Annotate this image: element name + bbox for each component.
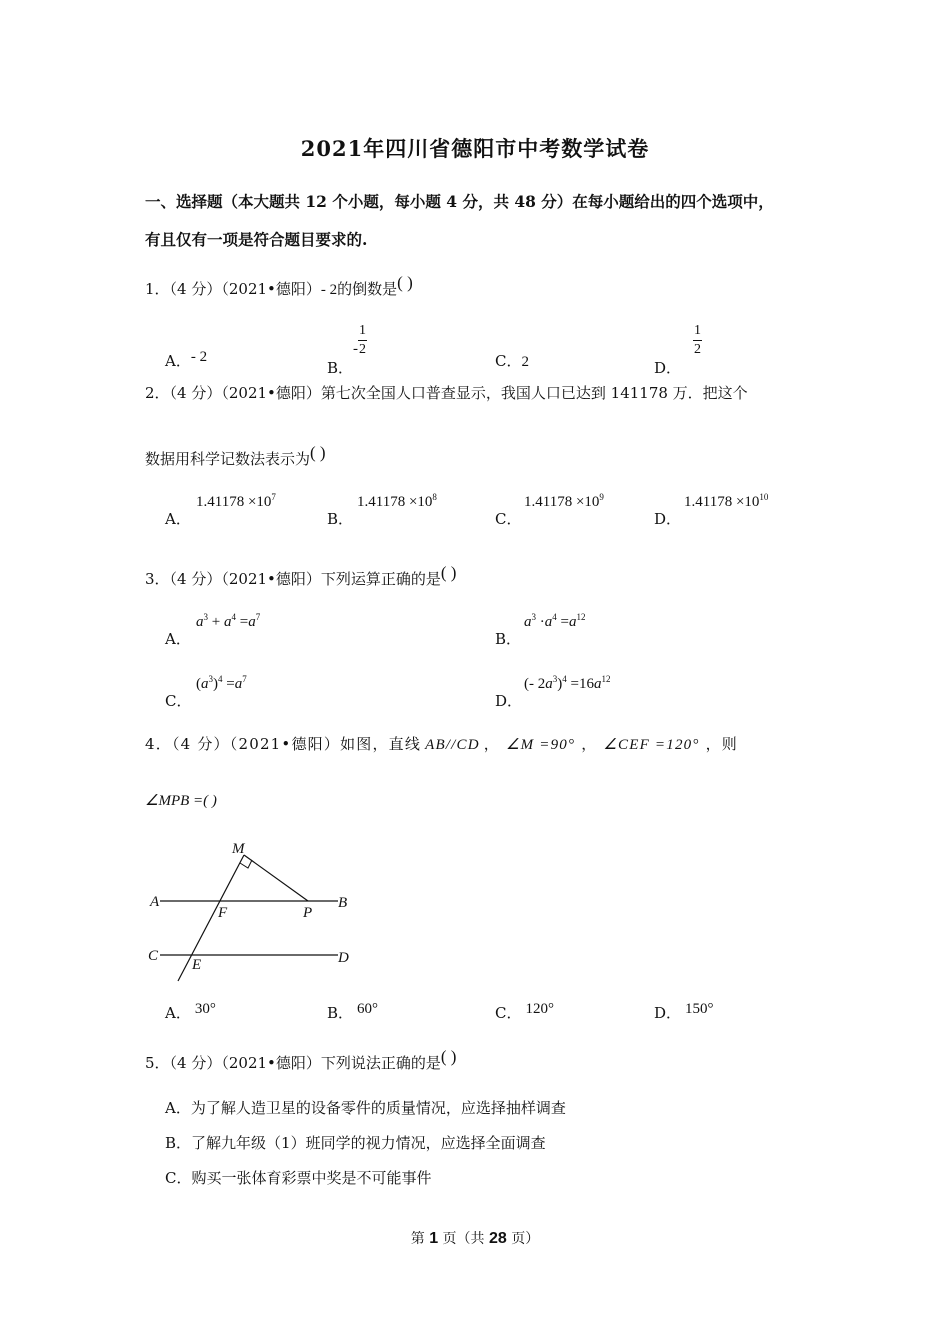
q1-option-d-numerator: 1 (694, 323, 702, 338)
question-4-line2: ∠MPB =( ) (145, 793, 217, 809)
label-e: E (192, 957, 202, 973)
q1-stem-text: 1．（4 分）（2021•德阳） (145, 280, 321, 298)
q1-option-c-value: 2 (521, 354, 529, 370)
q2-option-a-value (196, 492, 276, 511)
q1-option-d[interactable] (654, 322, 702, 377)
label-p: P (303, 905, 313, 921)
q1-option-b[interactable] (327, 322, 367, 377)
question-5-stem (145, 1047, 457, 1073)
q4-stem-text: 4．（4 分）（2021•德阳）如图，直线 (145, 735, 422, 753)
q4-geometry-figure (140, 835, 370, 990)
q4-option-c-label: C． (495, 1004, 522, 1022)
q3-option-a-label[interactable]: A． (165, 630, 191, 648)
line-mp (244, 855, 308, 901)
q1-tail: 的倒数是 (337, 280, 398, 298)
q5-answer-paren: ( ) (440, 1047, 457, 1066)
q1-option-c[interactable] (495, 350, 529, 371)
q5-option-c[interactable]: C．购买一张体育彩票中奖是不可能事件 (165, 1169, 432, 1187)
right-angle-mark (240, 860, 252, 868)
q1-option-d-label: D． (654, 358, 682, 377)
q3-option-c-label[interactable]: C． (165, 692, 192, 710)
q5-option-b[interactable]: B．了解九年级（1）班同学的视力情况，应选择全面调查 (165, 1134, 546, 1152)
q1-option-b-sign: - (353, 340, 359, 357)
q1-option-a-value: - 2 (190, 349, 208, 365)
q1-option-b-label: B． (327, 358, 354, 377)
q2-option-a-exponent: 7 (271, 492, 276, 502)
q2-option-d-exponent: 10 (759, 492, 769, 502)
q4-sep2: ， (581, 735, 598, 753)
question-4-line1 (145, 733, 738, 754)
q1-expr: - 2 (320, 282, 338, 298)
q2-option-d-label[interactable]: D． (654, 510, 682, 528)
footer-mid: 页（共 (438, 1231, 489, 1247)
q3-option-d-label[interactable]: D． (495, 692, 523, 710)
label-b: B (338, 895, 348, 911)
exam-title: 2021年四川省德阳市中考数学试卷 (300, 136, 650, 161)
q4-option-b[interactable] (327, 1002, 378, 1023)
q2-option-c-exponent: 9 (599, 492, 604, 502)
label-a: A (150, 894, 160, 910)
q3-answer-paren: ( ) (440, 563, 457, 582)
q4-option-a[interactable] (165, 1002, 216, 1023)
q4-option-c-value: 120° (525, 1001, 554, 1017)
q1-option-b-fraction (358, 322, 367, 359)
q2-option-c-value (524, 492, 604, 511)
q1-option-d-fraction (693, 322, 702, 359)
q2-option-b-base: 1.41178 ×10 (357, 494, 433, 510)
q4-option-a-label: A． (165, 1004, 191, 1022)
q2-option-b-value (357, 492, 437, 511)
label-m: M (232, 841, 245, 857)
page-footer (0, 1228, 950, 1248)
q2-option-b-label[interactable]: B． (327, 510, 354, 528)
question-3-stem (145, 563, 457, 589)
q1-option-b-numerator: 1 (359, 323, 367, 338)
q3-option-b-label[interactable]: B． (495, 630, 522, 648)
q4-option-d-label: D． (654, 1004, 682, 1022)
section-heading-line1: 一、选择题（本大题共 12 个小题，每小题 4 分，共 48 分）在每小题给出的四个选项中， (145, 192, 774, 211)
q4-sep1: ， (483, 735, 500, 753)
q4-option-d[interactable] (654, 1002, 714, 1023)
line-me (178, 855, 244, 981)
q4-option-b-label: B． (327, 1004, 354, 1022)
footer-total-pages: 28 (489, 1230, 507, 1247)
q2-option-c-label[interactable]: C． (495, 510, 522, 528)
q4-parallel-expr: AB//CD (425, 737, 480, 753)
footer-post: 页） (506, 1231, 540, 1247)
q1-option-b-denominator: 2 (359, 342, 367, 357)
q1-option-c-label: C． (495, 352, 522, 370)
question-2-line1: 2．（4 分）（2021•德阳）第七次全国人口普查显示，我国人口已达到 141178 万．把这个 (145, 384, 748, 402)
q4-option-c[interactable] (495, 1002, 554, 1023)
q2-option-a-base: 1.41178 ×10 (196, 494, 272, 510)
q3-option-d-formula: (- $2a^3)^4 =16a^{12}$ (524, 674, 611, 692)
q1-option-a[interactable] (165, 350, 207, 371)
q4-angle-cef-expr: ∠CEF =120° (603, 737, 700, 753)
q3-stem-text: 3．（4 分）（2021•德阳）下列运算正确的是 (145, 570, 441, 588)
q4-option-b-value: 60° (357, 1001, 379, 1017)
label-d: D (338, 950, 349, 966)
section-heading-line2: 有且仅有一项是符合题目要求的. (145, 230, 368, 249)
q2-option-a-label[interactable]: A． (165, 510, 191, 528)
q3-option-b-formula: $a^3 \cdot a^4 =a^{12}$ (524, 612, 586, 630)
q3-option-a-formula: $a^3 + a^4 =a^7$ (196, 612, 261, 630)
q4-option-d-value: 150° (685, 1001, 714, 1017)
q4-tail: ，则 (705, 735, 738, 753)
q1-option-a-label: A． (165, 352, 191, 370)
q3-option-c-formula: $(a^3)^4 =a^7$ (196, 674, 247, 692)
q2-answer-paren: ( ) (310, 443, 326, 462)
footer-pre: 第 (410, 1231, 430, 1247)
q2-option-b-exponent: 8 (432, 492, 437, 502)
q2-option-c-base: 1.41178 ×10 (524, 494, 600, 510)
question-2-line2 (145, 443, 326, 469)
q1-answer-paren: ( ) (397, 273, 413, 292)
label-c: C (148, 948, 159, 964)
q4-option-a-value: 30° (194, 1001, 216, 1017)
q5-option-a[interactable]: A．为了解人造卫星的设备零件的质量情况，应选择抽样调查 (165, 1099, 566, 1117)
footer-page-number: 1 (429, 1230, 439, 1247)
q2-option-d-base: 1.41178 ×10 (684, 494, 760, 510)
q2-option-d-value (684, 492, 768, 511)
q5-stem-text: 5．（4 分）（2021•德阳）下列说法正确的是 (145, 1054, 441, 1072)
label-f: F (218, 905, 228, 921)
q2-line2-text: 数据用科学记数法表示为 (145, 450, 311, 468)
q1-option-d-denominator: 2 (694, 342, 702, 357)
q4-angle-m-expr: ∠M =90° (505, 737, 576, 753)
question-1-stem (145, 273, 413, 299)
